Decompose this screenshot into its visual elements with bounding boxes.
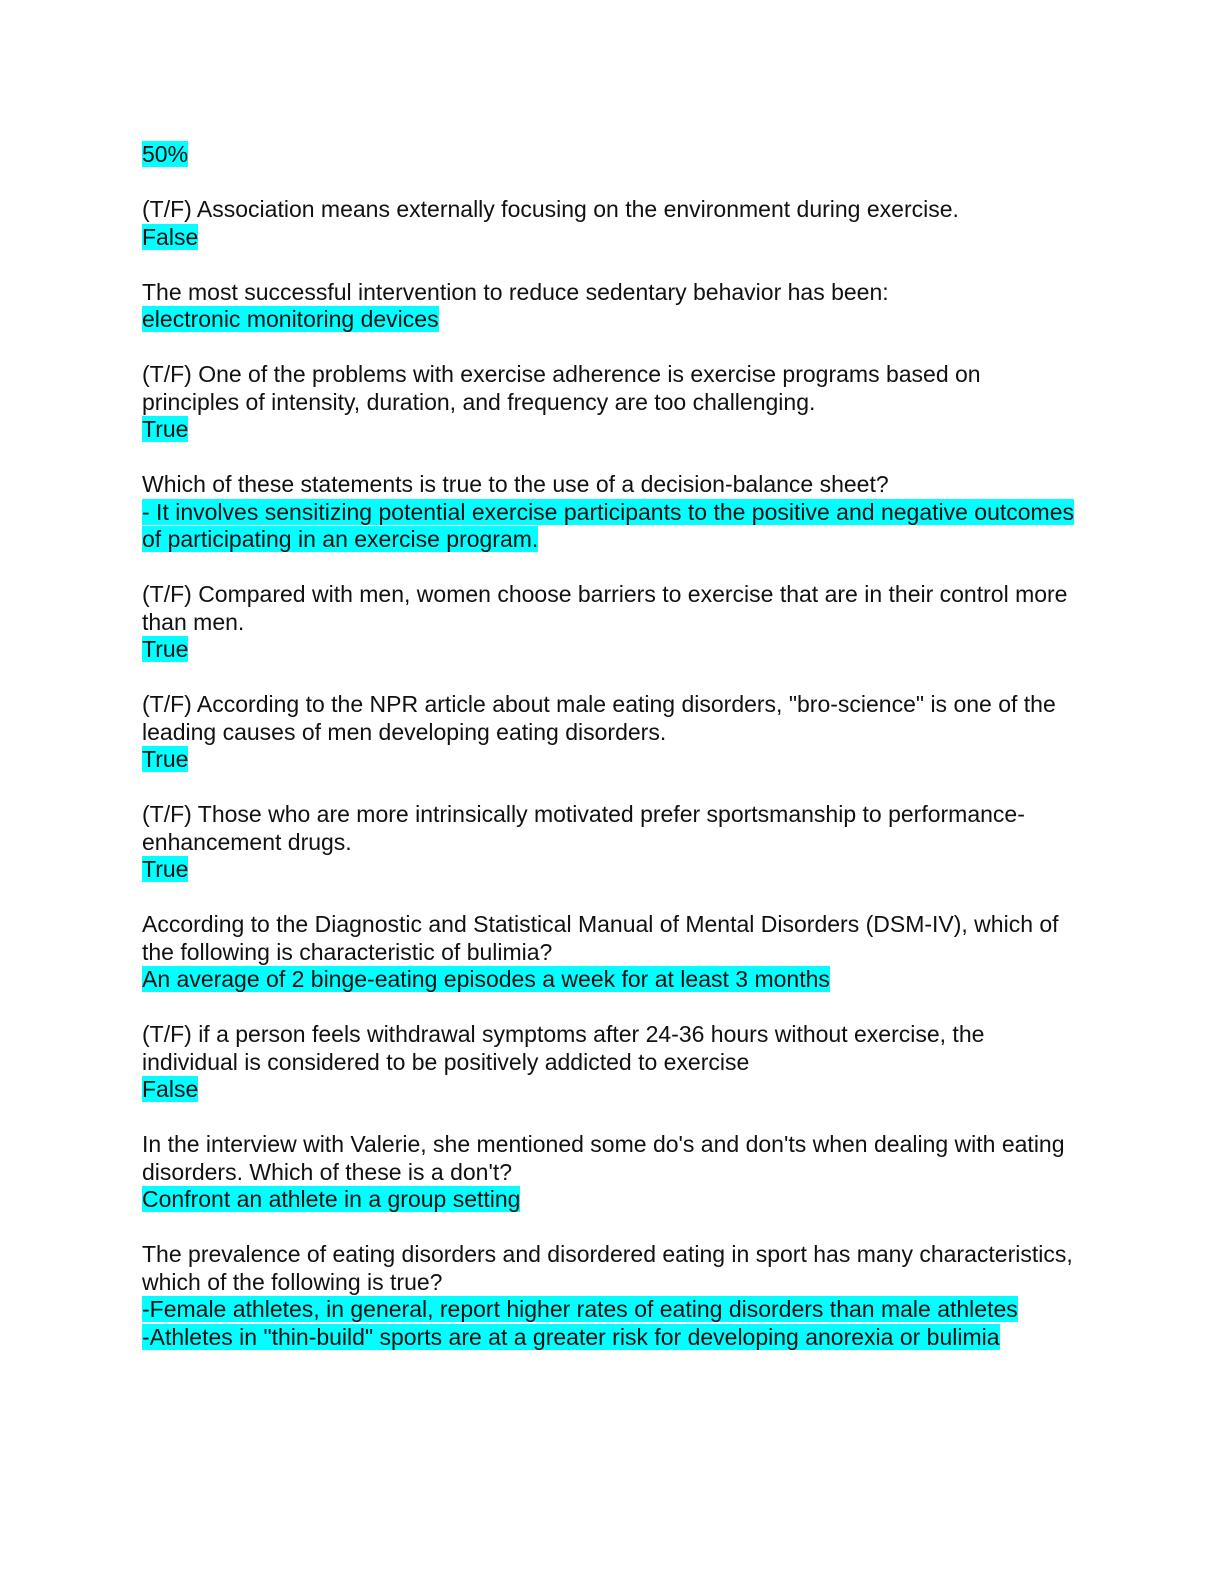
highlighted-answer: False	[142, 223, 199, 250]
answer-line	[142, 1296, 1082, 1324]
document-body	[142, 141, 1082, 1379]
question-text: (T/F) if a person feels withdrawal symptoms after 24-36 hours without exercise, the individual is considered to be positively addicted to exercise	[142, 1021, 985, 1075]
highlighted-answer: True	[142, 416, 189, 442]
qa-item	[142, 1241, 1082, 1351]
answer-line	[142, 1076, 1082, 1104]
answer-line	[142, 1186, 1082, 1214]
question-text: (T/F) One of the problems with exercise adherence is exercise programs based on principles of intensity, duration, and frequency are too challenging.	[142, 361, 981, 415]
answer-line	[142, 746, 1082, 774]
highlighted-answer: True	[142, 746, 189, 772]
question-text: (T/F) According to the NPR article about male eating disorders, "bro-science" is one of the leading causes of men developing eating disorders.	[142, 691, 1056, 745]
qa-item	[142, 196, 1082, 251]
answer-line	[142, 306, 1082, 334]
answer-line	[142, 224, 1082, 252]
qa-item	[142, 911, 1082, 994]
qa-item	[142, 1131, 1082, 1214]
qa-item	[142, 471, 1082, 554]
highlighted-answer: electronic monitoring devices	[142, 306, 439, 332]
highlighted-answer: False	[142, 1076, 199, 1102]
highlighted-answer: Confront an athlete in a group setting	[142, 1186, 521, 1212]
highlighted-answer: True	[142, 636, 189, 662]
qa-item	[142, 279, 1082, 334]
highlighted-answer: True	[142, 856, 189, 882]
qa-item	[142, 801, 1082, 884]
answer-line	[142, 1324, 1082, 1352]
qa-item	[142, 361, 1082, 444]
question-text: According to the Diagnostic and Statistical Manual of Mental Disorders (DSM-IV), which of the following is characteristic of bulimia?	[142, 911, 1059, 965]
answer-line	[142, 856, 1082, 884]
highlighted-answer: 50%	[142, 141, 189, 167]
highlighted-answer: - It involves sensitizing potential exercise participants to the positive and negative outcomes of participating in an exercise program.	[142, 498, 1075, 552]
answer-line	[142, 966, 1082, 994]
qa-item	[142, 1021, 1082, 1104]
question-text: In the interview with Valerie, she mentioned some do's and don'ts when dealing with eating disorders. Which of these is a don't?	[142, 1131, 1065, 1185]
highlighted-answer: An average of 2 binge-eating episodes a week for at least 3 months	[142, 966, 830, 992]
qa-item	[142, 581, 1082, 664]
answer-line	[142, 636, 1082, 664]
question-text: (T/F) Compared with men, women choose barriers to exercise that are in their control more than men.	[142, 581, 1068, 635]
question-text: (T/F) Association means externally focusing on the environment during exercise.	[142, 196, 959, 222]
question-text: The most successful intervention to reduce sedentary behavior has been:	[142, 278, 889, 305]
highlighted-answer: -Athletes in "thin-build" sports are at a greater risk for developing anorexia or bulimia	[142, 1323, 1000, 1350]
answer-line	[142, 499, 1082, 554]
answer-line	[142, 416, 1082, 444]
answer-block	[142, 141, 1082, 169]
question-text: (T/F) Those who are more intrinsically motivated prefer sportsmanship to performance-enhancement drugs.	[142, 801, 1025, 855]
highlighted-answer: -Female athletes, in general, report higher rates of eating disorders than male athletes	[142, 1296, 1018, 1322]
question-text: Which of these statements is true to the use of a decision-balance sheet?	[142, 471, 889, 497]
question-text: The prevalence of eating disorders and disordered eating in sport has many characteristics, which of the following is true?	[142, 1241, 1073, 1295]
qa-item	[142, 691, 1082, 774]
